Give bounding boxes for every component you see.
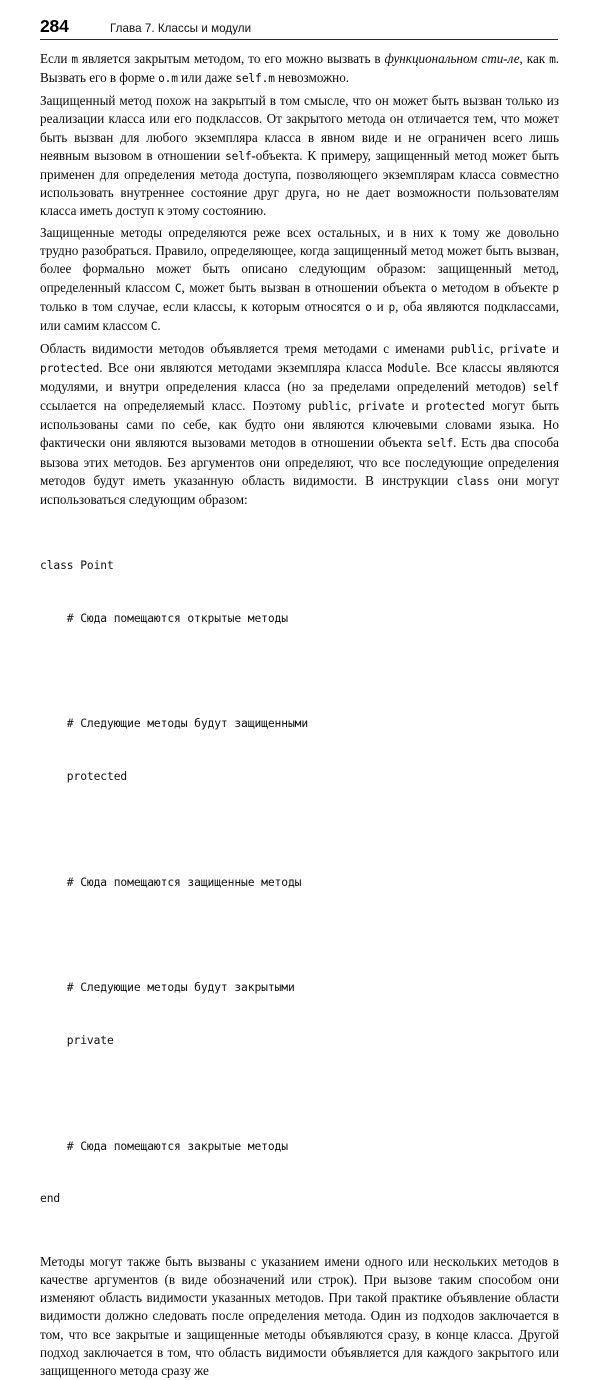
- inline-code: C: [174, 281, 182, 295]
- text-run: , как: [519, 51, 550, 66]
- inline-code: protected: [425, 400, 485, 414]
- code-blank-line: [40, 663, 559, 681]
- inline-code: o.m: [158, 72, 178, 86]
- code-blank-line: [40, 926, 559, 944]
- code-line: # Сюда помещаются закрытые методы: [40, 1139, 288, 1153]
- text-run: . Есть два способа вызова этих методов. Без аргументов они определяют, что все последующие определения методов будут иметь указанную область видимости. В инструкции: [40, 435, 559, 488]
- header-rule: [40, 39, 558, 40]
- paragraph-5: Методы могут также быть вызваны с указанием имени одного или нескольких методов в качестве аргументов (в виде обозначений или строк). При вызове таким способом они изменяют область видимости указанных методов. При такой практике объявление области видимости должно следовать после определения метода. Один из подходов заключается в том, что все закрытые и защищенные методы объявляются сразу, в конце класса. Другой подход заключается в том, что область видимости объявляется для каждого закрытого или защищенного метода сразу же: [40, 1254, 559, 1378]
- inline-code: C: [150, 319, 158, 333]
- inline-code: public: [450, 342, 491, 356]
- paragraph-1: [40, 50, 559, 88]
- text-run: ,: [347, 398, 359, 414]
- text-run: и: [371, 298, 389, 314]
- text-run: только в том случае, если классы, к которым относятся: [40, 298, 366, 314]
- page-body: [40, 50, 559, 1380]
- text-run: могут быть использованы сами по себе, как будто они являются ключевыми словами языка. Но фактически они являются вызовами методов в отношении объекта: [40, 398, 559, 451]
- text-run: . Вызвать его в форме: [40, 51, 559, 86]
- code-blank-line: [40, 1085, 559, 1103]
- chapter-title: Глава 7. Классы и модули: [110, 22, 252, 35]
- text-run: и: [545, 340, 559, 356]
- inline-code: public: [308, 400, 348, 414]
- code-line: class Point: [40, 559, 114, 572]
- page-number: 284: [40, 16, 69, 36]
- inline-code: self: [532, 381, 559, 395]
- text-run: методом в объекте: [437, 279, 553, 295]
- text-run: -объекта. К примеру, защищенный метод может быть применен для определения метода доступа, позволяющего экземплярам класса совместно использовать внутреннее состояние друг друга, но не дает возможности пользователям класса иметь доступ к этому состоянию.: [40, 147, 559, 218]
- text-run: Если: [40, 51, 72, 66]
- text-run: является закрытым методом, то его можно вызвать в: [78, 51, 385, 66]
- text-run: . Все классы являются модулями, и внутри определения класса (но за пределами определений методов): [40, 360, 559, 395]
- text-run: Защищенный метод похож на закрытый в том смысле, что он может быть вызван только из реализации класса или его подклассов. От закрытого метода он отличается тем, что может быть вызван для любого экземпляра класса в явном виде и не ограничен всего лишь неявным вызовом в отношении: [40, 93, 559, 163]
- text-run: . Все они являются методами экземпляра класса: [99, 360, 388, 376]
- code-line: protected: [40, 770, 128, 784]
- emphasis-run: функциональном сти-ле: [384, 51, 520, 66]
- text-run: , оба являются подклассами, или самим классом: [40, 298, 559, 333]
- inline-code: p: [552, 281, 559, 295]
- inline-code: o: [365, 300, 372, 314]
- inline-code: p: [388, 300, 396, 314]
- inline-code: self: [225, 149, 252, 163]
- code-line: # Следующие методы будут закрытыми: [40, 981, 295, 995]
- inline-code: o: [430, 281, 438, 295]
- text-run: и: [404, 398, 426, 414]
- text-run: ,: [490, 340, 500, 356]
- text-run: .: [157, 317, 161, 333]
- code-line: # Следующие методы будут защищенными: [40, 717, 309, 731]
- inline-code: private: [358, 400, 405, 414]
- text-run: они могут использоваться следующим образом:: [40, 472, 560, 507]
- text-run: Область видимости методов объявляется тремя методами с именами: [40, 340, 451, 356]
- text-run: невозможно.: [274, 70, 350, 86]
- inline-code: class: [456, 474, 490, 488]
- inline-code: Module: [387, 362, 428, 376]
- inline-code: m: [71, 53, 78, 66]
- text-run: ссылается на определяемый класс. Поэтому: [40, 398, 309, 414]
- code-line: end: [40, 1192, 61, 1206]
- code-listing: [40, 522, 559, 1243]
- inline-code: self.m: [235, 72, 275, 86]
- running-head: [40, 16, 558, 40]
- paragraph-4: [40, 340, 559, 509]
- inline-code: self: [426, 437, 454, 451]
- code-line: # Сюда помещаются открытые методы: [40, 611, 288, 625]
- inline-code: m: [549, 53, 556, 66]
- code-line: # Сюда помещаются защищенные методы: [40, 875, 302, 889]
- inline-code: private: [499, 342, 546, 356]
- inline-code: protected: [40, 362, 100, 376]
- text-run: или даже: [177, 70, 236, 86]
- paragraph-2: [40, 92, 559, 220]
- text-run: Защищенные методы определяются реже всех остальных, и в них к тому же довольно трудно разобраться. Правило, определяющее, когда защищенный метод может быть вызван, более формально может быть описано следующим образом: защищенный метод, определенный классом: [40, 225, 559, 295]
- code-blank-line: [40, 821, 559, 839]
- code-line: private: [40, 1034, 114, 1048]
- text-run: , может быть вызван в отношении объекта: [181, 279, 431, 295]
- paragraph-3: [40, 224, 559, 336]
